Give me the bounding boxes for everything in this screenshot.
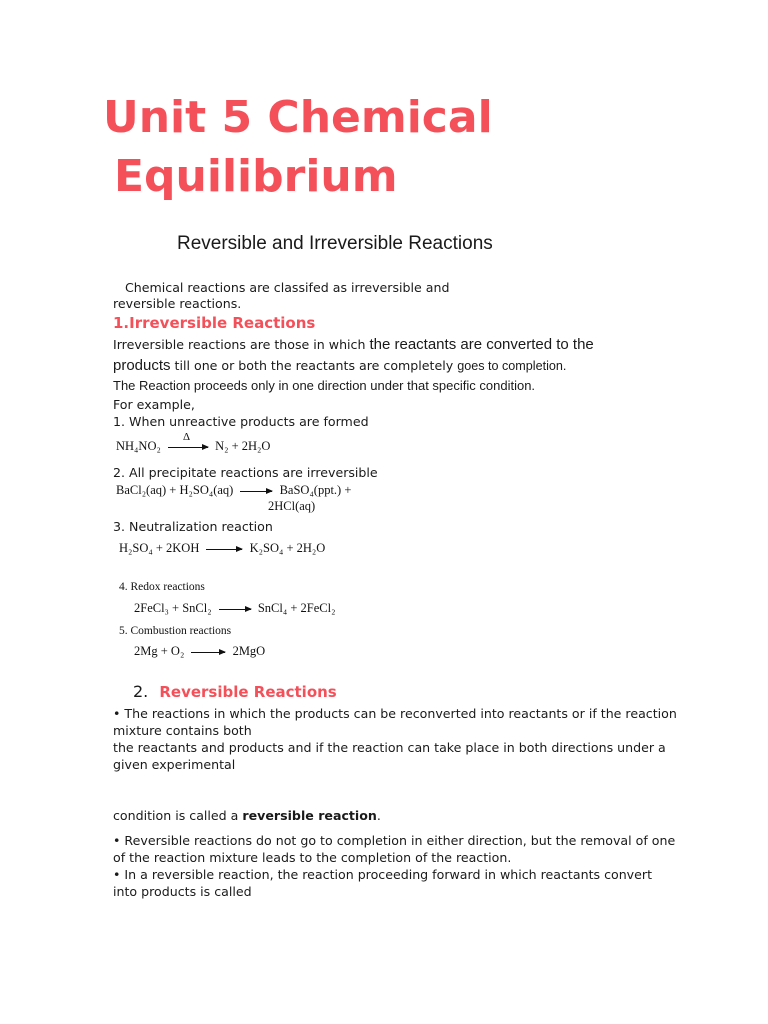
- equation-5: [134, 644, 265, 659]
- bullet1-line1: • The reactions in which the products can be reconverted into reactants or if the reaction: [113, 706, 677, 721]
- eq3-left: H₂SO₄ + 2KOH: [119, 541, 200, 555]
- eq2-left: BaCl₂(aq) + H₂SO₄(aq): [116, 483, 234, 497]
- direction-sentence: The Reaction proceeds only in one direction under that specific condition.: [113, 378, 536, 393]
- def-part-e: goes to completion.: [457, 359, 567, 373]
- reversible-heading-row: [133, 682, 337, 701]
- bullet2-line1: • Reversible reactions do not go to completion in either direction, but the removal of one: [113, 833, 676, 848]
- reaction-arrow-icon: [168, 430, 208, 448]
- eq5-left: 2Mg + O₂: [134, 644, 185, 658]
- bullet1-line4: given experimental: [113, 757, 236, 772]
- def-part-b: the reactants are converted to the: [369, 336, 594, 353]
- condition-sentence: [113, 807, 381, 824]
- cond-part-c: .: [376, 808, 381, 823]
- reaction-arrow-icon: [191, 652, 225, 653]
- example-4-label: 4. Redox reactions: [119, 581, 205, 593]
- subtitle: Reversible and Irreversible Reactions: [177, 233, 493, 254]
- irreversible-definition-line2: [113, 357, 566, 375]
- page-title-line1: Unit 5 Chemical: [103, 92, 493, 143]
- eq4-left: 2FeCl₃ + SnCl₂: [134, 601, 212, 615]
- reversible-number: 2.: [133, 682, 149, 701]
- equation-4: [134, 601, 335, 616]
- equation-3: [119, 541, 325, 556]
- page-title-line2: Equilibrium: [114, 151, 398, 202]
- reaction-arrow-icon: [206, 549, 242, 550]
- bullet3-line2: into products is called: [113, 884, 252, 899]
- example-2-label: 2. All precipitate reactions are irreversible: [113, 465, 378, 480]
- reversible-reaction-term: reversible reaction: [242, 808, 377, 823]
- eq2-right1: BaSO₄(ppt.) +: [279, 483, 352, 497]
- bullet1-line2: mixture contains both: [113, 723, 252, 738]
- equation-2: [116, 483, 351, 498]
- equation-1: [116, 430, 271, 454]
- delta-symbol: Δ: [182, 430, 191, 443]
- eq3-right: K₂SO₄ + 2H₂O: [249, 541, 326, 555]
- example-5-label: 5. Combustion reactions: [119, 625, 232, 637]
- intro-line1: Chemical reactions are classifed as irreversible and: [125, 280, 450, 295]
- bullet3-line1: • In a reversible reaction, the reaction proceeding forward in which reactants convert: [113, 867, 653, 882]
- eq2-right2: 2HCl(aq): [268, 499, 316, 513]
- eq1-right: N₂ + 2H₂O: [215, 439, 271, 453]
- eq4-right: SnCl₄ + 2FeCl₂: [257, 601, 336, 615]
- reaction-arrow-icon: [240, 491, 272, 492]
- intro-line2: reversible reactions.: [113, 296, 242, 311]
- example-3-label: 3. Neutralization reaction: [113, 519, 273, 534]
- reversible-heading: Reversible Reactions: [159, 683, 337, 701]
- bullet2-line2: of the reaction mixture leads to the completion of the reaction.: [113, 850, 512, 865]
- for-example: For example,: [113, 397, 195, 412]
- example-1-label: 1. When unreactive products are formed: [113, 414, 369, 429]
- def-part-c: products: [113, 357, 171, 374]
- eq5-right: 2MgO: [232, 644, 266, 658]
- eq1-left: NH₄NO₂: [116, 439, 161, 453]
- cond-part-a: condition is called a: [113, 808, 243, 823]
- irreversible-definition-line1: [113, 336, 594, 353]
- bullet1-line3: the reactants and products and if the reaction can take place in both directions under a: [113, 740, 666, 755]
- def-part-d: till one or both the reactants are completely: [170, 358, 458, 373]
- def-part-a: Irreversible reactions are those in which: [113, 337, 370, 352]
- reaction-arrow-icon: [219, 609, 251, 610]
- irreversible-heading: 1.Irreversible Reactions: [113, 314, 316, 332]
